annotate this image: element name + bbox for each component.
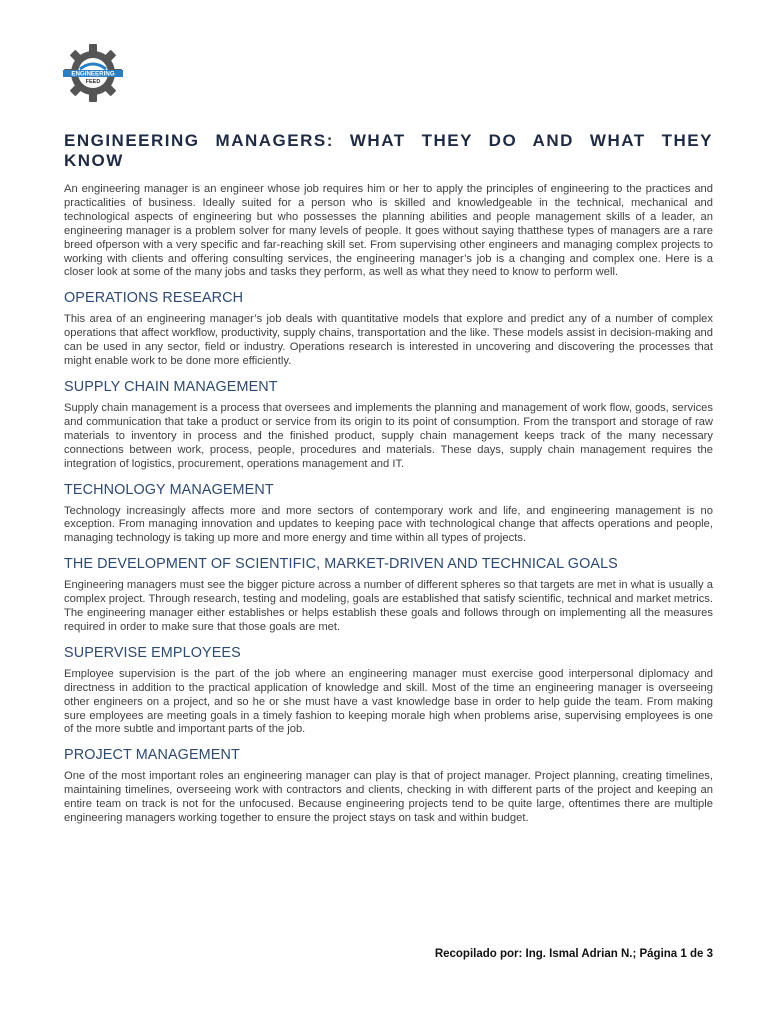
section-body-supply-chain: Supply chain management is a process that oversees and implements the planning and management of work flow, goods, services and communication that take a product or service from its origin to its point of consumption. From the transport and storage of raw materials to inventory in process and the finished product, supply chain management keeps track of the many necessary connections between work, process, people, procedures and materials. These days, supply chain management requires the integration of logistics, procurement, operations management and IT. [64, 401, 713, 470]
page-footer: Recopilado por: Ing. Ismal Adrian N.; Página 1 de 3 [434, 948, 713, 960]
document-title: ENGINEERING MANAGERS: WHAT THEY DO AND WHAT THEY KNOW [64, 131, 713, 170]
section-body-technology: Technology increasingly affects more and more sectors of contemporary work and life, and engineering management is no exception. From managing innovation and updates to keeping pace with technological change that affects operations and people, managing technology is taking up more and more energy and time within all types of projects. [64, 504, 713, 545]
gear-icon [62, 42, 124, 104]
logo-text-line1: ENGINEERING [71, 70, 115, 78]
logo-text-line2: FEED [85, 79, 101, 85]
section-body-project-management: One of the most important roles an engineering manager can play is that of project manager. Project planning, creating timelines, maintaining timelines, overseeing work with contractors and clients, checking in with different parts of the project and keeping an entire team on track is not for the unfocused. Because engineering projects tend to be quite large, oftentimes there are multiple engineering managers working together to ensure the project stays on task and within budget. [64, 770, 713, 825]
section-body-operations-research: This area of an engineering manager’s job deals with quantitative models that explore and predict any of a number of complex operations that affect workflow, productivity, supply chains, transportation and the like. These models assist in decision-making and can be used in any sector, field or industry. Operations research is interested in uncovering and discovering the processes that might enable work to be done more efficiently. [64, 313, 713, 368]
section-heading-project-management: PROJECT MANAGEMENT [64, 747, 240, 764]
section-heading-technology: TECHNOLOGY MANAGEMENT [64, 481, 274, 498]
engineering-feed-logo [62, 42, 124, 104]
intro-paragraph: An engineering manager is an engineer whose job requires him or her to apply the principles of engineering to the practices and practicalities of business. Ideally suited for a person who is skilled and knowledgeable in the technical, mechanical and technological aspects of engineering but who possesses the planning abilities and people management skills of a leader, an engineering manager is a problem solver for many levels of people. It goes without saying thatthese types of managers are a rare breed ofperson with a very specific and far-reaching skill set. From supervising other engineers and managing complex projects to working with clients and offering consulting services, the engineering manager’s job is a changing and complex one. Here is a closer look at some of the many jobs and tasks they perform, as well as what they need to know to perform well. [64, 183, 713, 279]
section-heading-supply-chain: SUPPLY CHAIN MANAGEMENT [64, 378, 278, 395]
section-heading-goals: THE DEVELOPMENT OF SCIENTIFIC, MARKET-DRIVEN AND TECHNICAL GOALS [64, 556, 618, 573]
section-body-supervise: Employee supervision is the part of the job where an engineering manager must exercise good interpersonal diplomacy and directness in addition to the practical application of knowledge and skill. Most of the time an engineering manager is overseeing other engineers on a project, and so he or she must have a vast knowledge base in order to help guide the team. From making sure employees are meeting goals in a timely fashion to keeping morale high when problems arise, supervising employees is one of the more subtle and important parts of the job. [64, 667, 713, 736]
section-body-goals: Engineering managers must see the bigger picture across a number of different spheres so that targets are met in what is usually a complex project. Through research, testing and modeling, goals are established that satisfy scientific, technical and market metrics. The engineering manager either establishes or helps establish these goals and follows through on implementing all the measures required in order to make sure that those goals are met. [64, 579, 713, 633]
section-heading-supervise: SUPERVISE EMPLOYEES [64, 644, 241, 661]
document-body [64, 131, 713, 826]
section-heading-operations-research: OPERATIONS RESEARCH [64, 290, 244, 307]
